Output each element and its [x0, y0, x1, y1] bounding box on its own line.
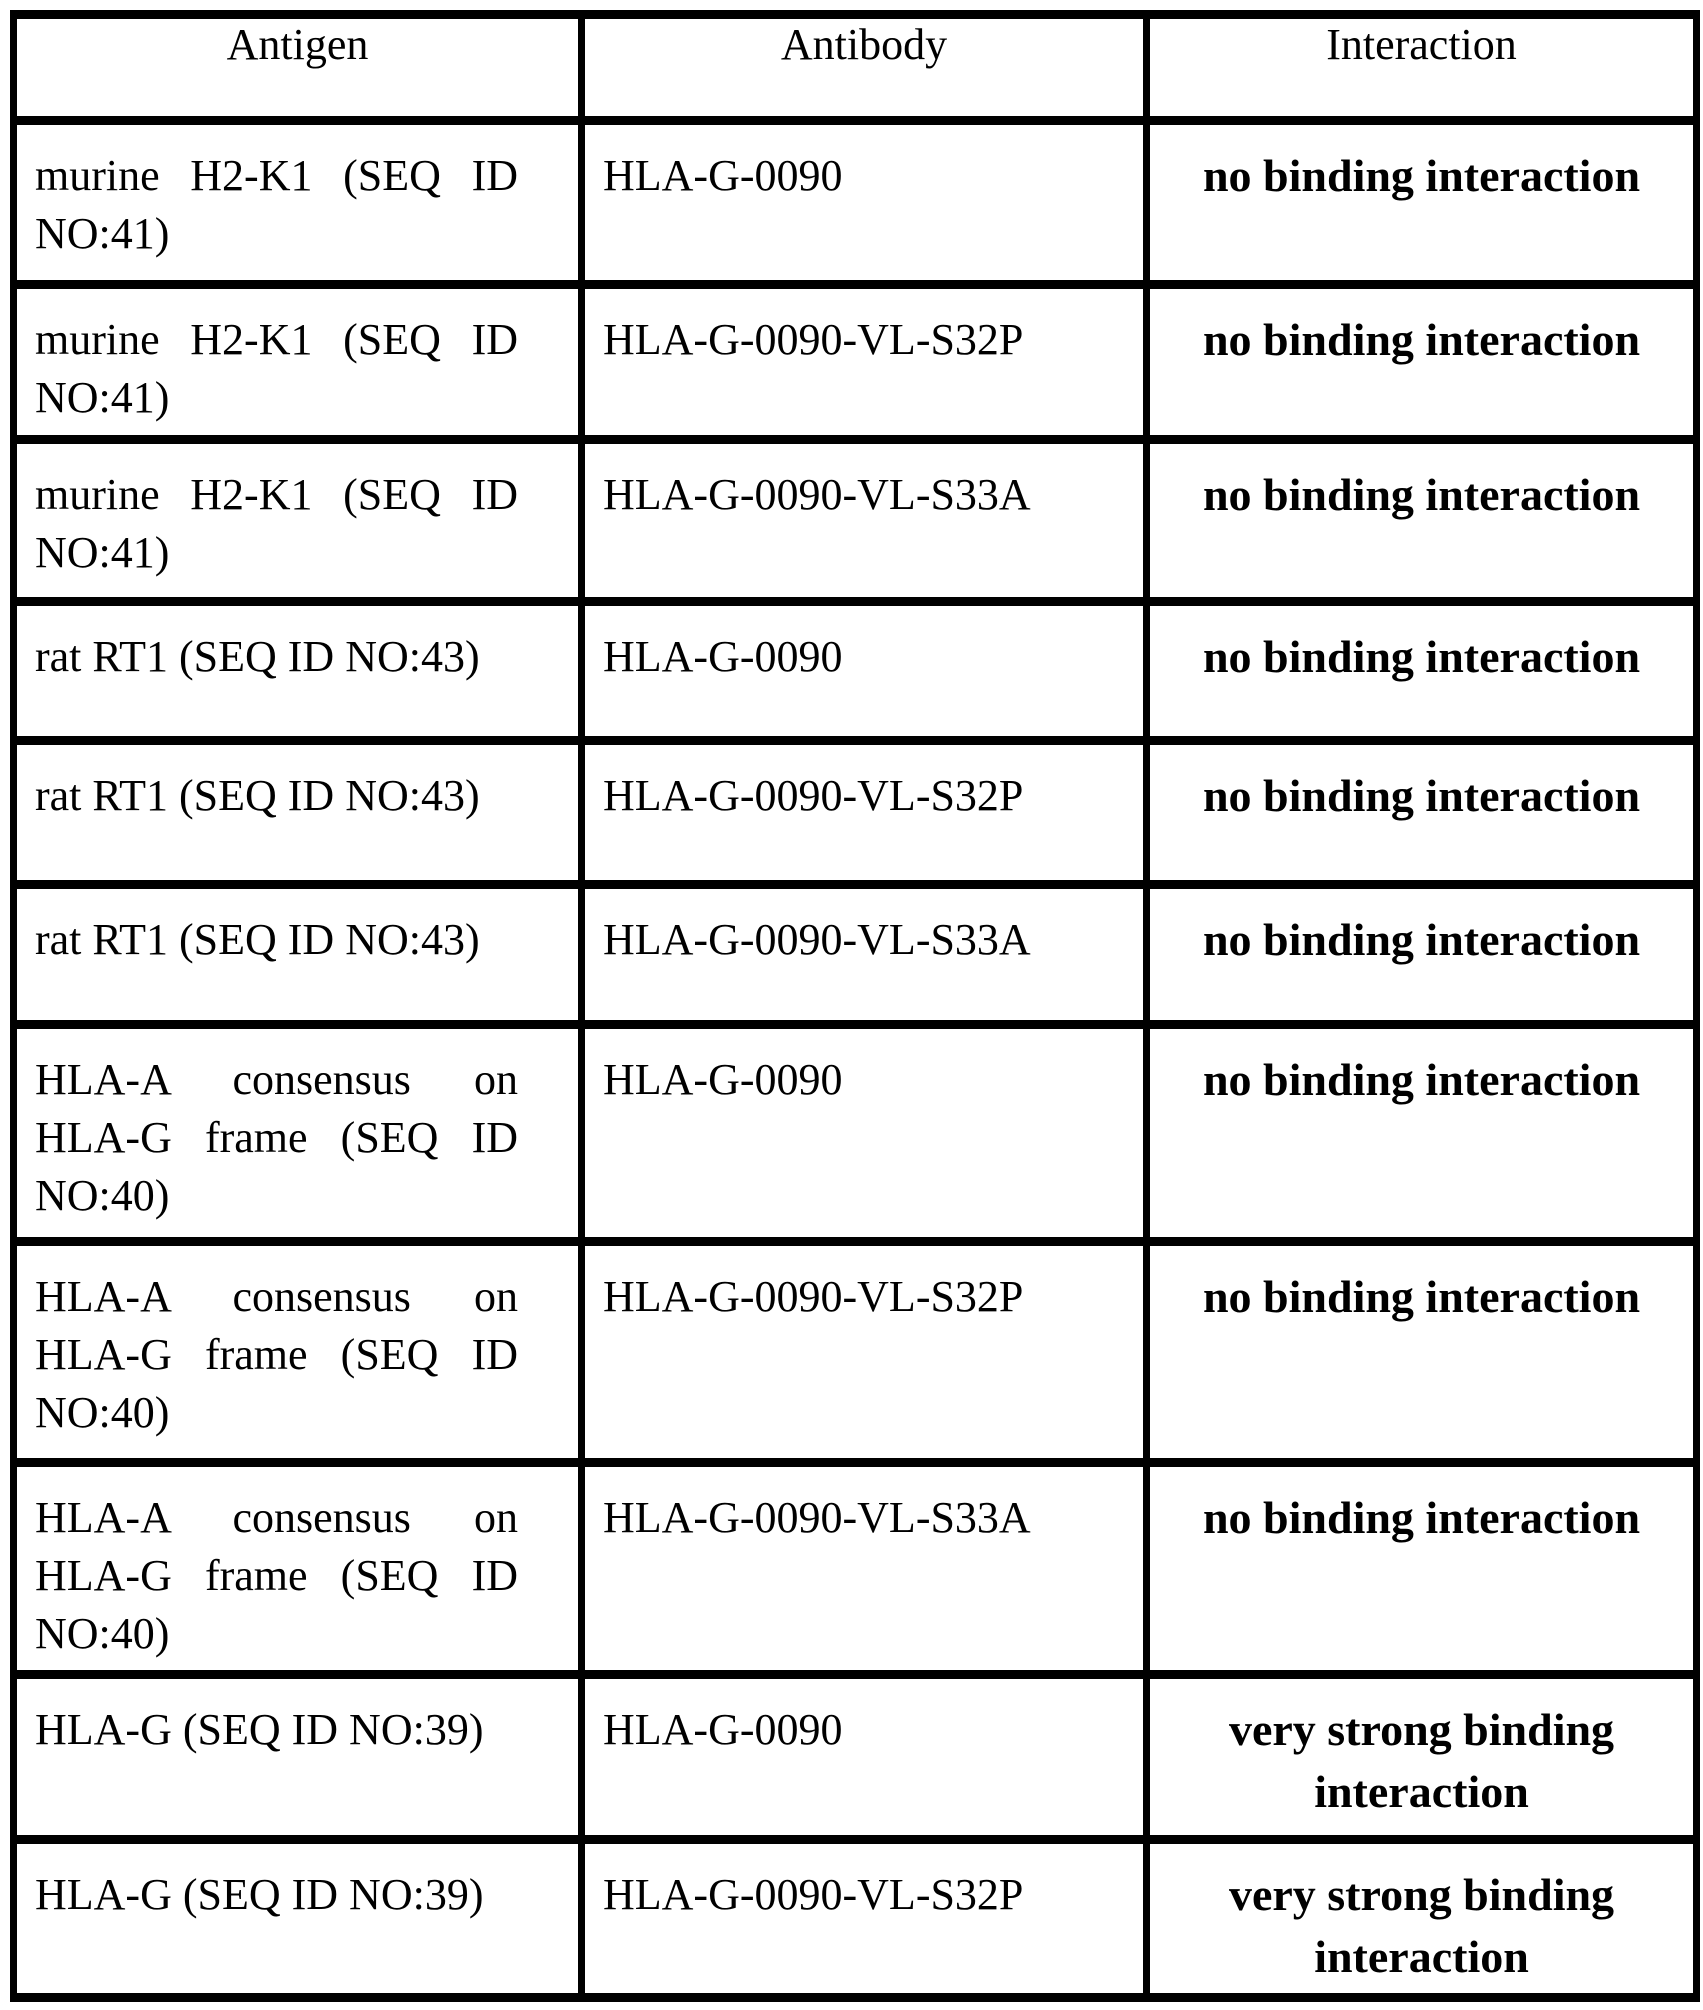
antigen-cell: HLA-A consensus on HLA-G frame (SEQ ID NO:40) [14, 1242, 582, 1463]
interaction-value: no binding interaction [1202, 469, 1641, 520]
interaction-cell [1147, 121, 1697, 285]
antibody-cell: HLA-G-0090 [582, 1025, 1147, 1242]
antibody-cell: HLA-G-0090 [582, 121, 1147, 285]
interaction-cell [1147, 741, 1697, 885]
antigen-cell: HLA-G (SEQ ID NO:39) [14, 1675, 582, 1840]
antigen-cell: rat RT1 (SEQ ID NO:43) [14, 885, 582, 1025]
interaction-cell [1147, 1675, 1697, 1840]
table-row [14, 741, 1697, 885]
antigen-cell: murine H2-K1 (SEQ ID NO:41) [14, 121, 582, 285]
column-header-antibody: Antibody [582, 15, 1147, 121]
antigen-cell: rat RT1 (SEQ ID NO:43) [14, 741, 582, 885]
interaction-cell [1147, 602, 1697, 741]
table-row [14, 1242, 1697, 1463]
antibody-cell: HLA-G-0090-VL-S33A [582, 440, 1147, 602]
interaction-value: no binding interaction [1202, 314, 1641, 365]
table-header-row [14, 15, 1697, 121]
column-header-interaction: Interaction [1147, 15, 1697, 121]
table-row [14, 285, 1697, 440]
interaction-value: no binding interaction [1202, 631, 1641, 682]
antibody-cell: HLA-G-0090 [582, 1675, 1147, 1840]
interaction-cell [1147, 1025, 1697, 1242]
antibody-cell: HLA-G-0090-VL-S33A [582, 885, 1147, 1025]
interaction-value: very strong binding interaction [1228, 1704, 1615, 1817]
interaction-value: very strong binding interaction [1228, 1869, 1615, 1982]
table-row [14, 1463, 1697, 1675]
table-row [14, 121, 1697, 285]
interaction-value: no binding interaction [1202, 1492, 1641, 1543]
column-header-antigen: Antigen [14, 15, 582, 121]
interaction-cell [1147, 885, 1697, 1025]
interaction-value: no binding interaction [1202, 770, 1641, 821]
antigen-cell: HLA-G (SEQ ID NO:39) [14, 1840, 582, 1998]
interaction-value: no binding interaction [1202, 1054, 1641, 1105]
antibody-cell: HLA-G-0090-VL-S32P [582, 1242, 1147, 1463]
antigen-cell: HLA-A consensus on HLA-G frame (SEQ ID NO:40) [14, 1463, 582, 1675]
interaction-cell [1147, 440, 1697, 602]
table-row [14, 602, 1697, 741]
table-row [14, 1025, 1697, 1242]
antibody-cell: HLA-G-0090 [582, 602, 1147, 741]
antigen-cell: HLA-A consensus on HLA-G frame (SEQ ID NO:40) [14, 1025, 582, 1242]
table-row [14, 440, 1697, 602]
antibody-cell: HLA-G-0090-VL-S32P [582, 741, 1147, 885]
antibody-cell: HLA-G-0090-VL-S32P [582, 285, 1147, 440]
antibody-cell: HLA-G-0090-VL-S32P [582, 1840, 1147, 1998]
antigen-cell: murine H2-K1 (SEQ ID NO:41) [14, 440, 582, 602]
interaction-value: no binding interaction [1202, 914, 1641, 965]
antigen-cell: murine H2-K1 (SEQ ID NO:41) [14, 285, 582, 440]
antigen-cell: rat RT1 (SEQ ID NO:43) [14, 602, 582, 741]
interaction-cell [1147, 1242, 1697, 1463]
table-row [14, 885, 1697, 1025]
interaction-cell [1147, 1840, 1697, 1998]
interaction-value: no binding interaction [1202, 1271, 1641, 1322]
interaction-value: no binding interaction [1202, 150, 1641, 201]
table-row [14, 1675, 1697, 1840]
antibody-cell: HLA-G-0090-VL-S33A [582, 1463, 1147, 1675]
interaction-cell [1147, 1463, 1697, 1675]
antigen-antibody-interaction-table [10, 10, 1700, 2002]
table-row [14, 1840, 1697, 1998]
interaction-cell [1147, 285, 1697, 440]
